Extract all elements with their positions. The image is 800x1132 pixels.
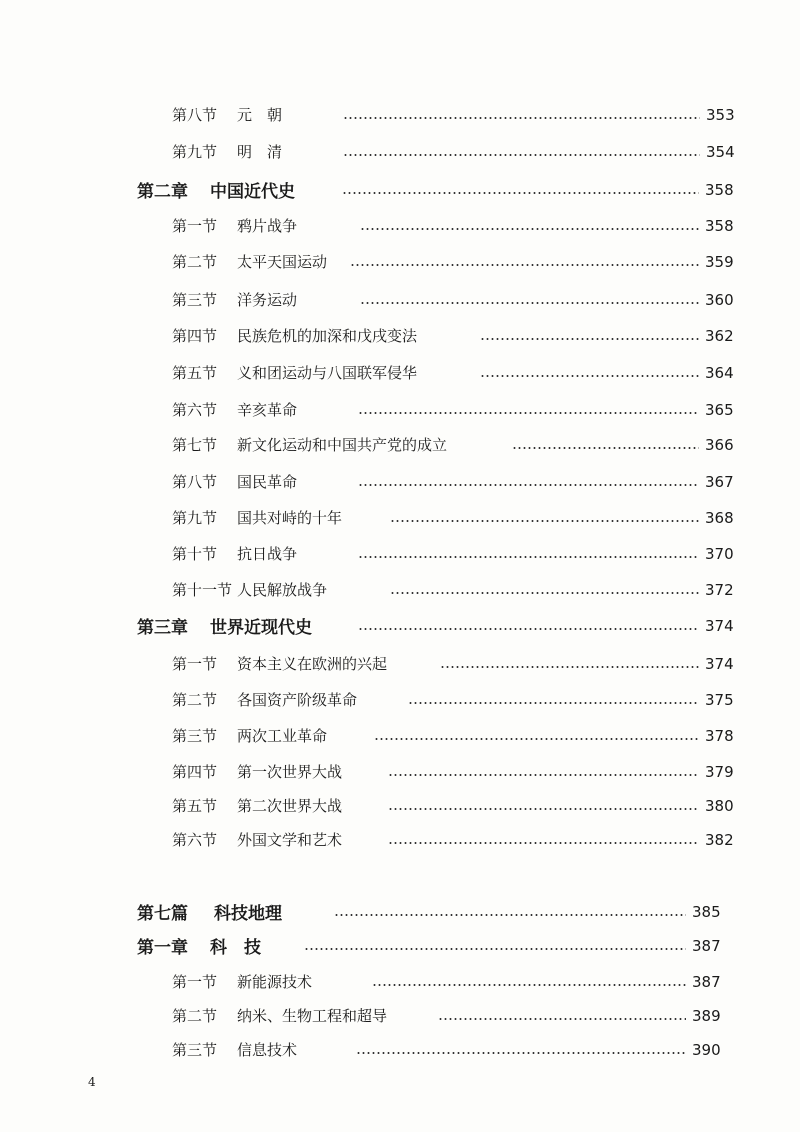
toc-entry-title: 科 技: [210, 937, 261, 958]
toc-entry-page-number: 358: [705, 181, 734, 199]
toc-entry-label: 第十节: [172, 544, 218, 563]
dot-leader: [356, 1052, 686, 1054]
toc-entry-label: 第二章: [137, 181, 188, 202]
toc-entry: [0, 321, 800, 349]
dot-leader: [343, 117, 700, 119]
toc-entry: [0, 897, 800, 925]
toc-entry-label: 第三章: [137, 617, 188, 638]
dot-leader: [440, 666, 699, 668]
toc-entry-label: 第九节: [172, 508, 218, 527]
toc-entry: [0, 467, 800, 495]
toc-entry-title: 元 朝: [237, 105, 283, 124]
dot-leader: [360, 228, 699, 230]
toc-entry-label: 第十一节: [172, 580, 233, 599]
toc-entry: [0, 100, 800, 128]
toc-entry-label: 第六节: [172, 400, 218, 419]
toc-entry-title: 国共对峙的十年: [237, 508, 343, 527]
toc-entry-label: 第八节: [172, 472, 218, 491]
toc-entry-page-number: 385: [692, 903, 721, 921]
toc-entry-page-number: 389: [692, 1007, 721, 1025]
dot-leader: [358, 412, 699, 414]
toc-entry: [0, 575, 800, 603]
toc-entry: [0, 247, 800, 275]
toc-entry-page-number: 375: [705, 691, 734, 709]
toc-entry-label: 第七节: [172, 435, 218, 454]
toc-entry-label: 第一章: [137, 937, 188, 958]
toc-entry-page-number: 374: [705, 655, 734, 673]
dot-leader: [512, 447, 699, 449]
toc-entry-page-number: 372: [705, 581, 734, 599]
dot-leader: [374, 738, 699, 740]
dot-leader: [388, 842, 699, 844]
toc-entry-page-number: 380: [705, 797, 734, 815]
toc-entry-label: 第一节: [172, 216, 218, 235]
toc-entry: [0, 649, 800, 677]
toc-entry: [0, 931, 800, 959]
toc-entry-title: 民族危机的加深和戊戌变法: [237, 326, 418, 345]
toc-entry-title: 两次工业革命: [237, 726, 328, 745]
toc-entry-title: 太平天国运动: [237, 252, 328, 271]
dot-leader: [358, 628, 699, 630]
toc-entry-title: 新文化运动和中国共产党的成立: [237, 435, 448, 454]
toc-entry-page-number: 382: [705, 831, 734, 849]
toc-entry-title: 信息技术: [237, 1040, 298, 1059]
toc-entry-title: 义和团运动与八国联军侵华: [237, 363, 418, 382]
toc-entry-page-number: 364: [705, 364, 734, 382]
toc-entry-title: 国民革命: [237, 472, 298, 491]
toc-entry: [0, 1035, 800, 1063]
toc-entry: [0, 137, 800, 165]
toc-entry-title: 鸦片战争: [237, 216, 298, 235]
toc-entry-label: 第一节: [172, 654, 218, 673]
toc-entry-label: 第七篇: [137, 903, 188, 924]
page-number-mark: 4: [88, 1075, 96, 1089]
dot-leader: [480, 375, 699, 377]
toc-entry-page-number: 370: [705, 545, 734, 563]
toc-entry-label: 第六节: [172, 830, 218, 849]
toc-entry-label: 第二节: [172, 252, 218, 271]
toc-entry-title: 世界近现代史: [210, 617, 312, 638]
toc-entry-page-number: 368: [705, 509, 734, 527]
toc-entry-label: 第五节: [172, 363, 218, 382]
toc-entry-page-number: 354: [706, 143, 735, 161]
toc-entry-title: 资本主义在欧洲的兴起: [237, 654, 388, 673]
toc-entry: [0, 285, 800, 313]
toc-entry-page-number: 366: [705, 436, 734, 454]
toc-entry-page-number: 378: [705, 727, 734, 745]
dot-leader: [343, 154, 700, 156]
toc-entry-page-number: 353: [706, 106, 735, 124]
toc-entry: [0, 430, 800, 458]
dot-leader: [350, 264, 699, 266]
dot-leader: [408, 702, 699, 704]
dot-leader: [390, 520, 699, 522]
toc-entry-page-number: 362: [705, 327, 734, 345]
dot-leader: [390, 592, 699, 594]
toc-entry-page-number: 367: [705, 473, 734, 491]
toc-entry-title: 各国资产阶级革命: [237, 690, 358, 709]
toc-entry: [0, 395, 800, 423]
dot-leader: [438, 1018, 686, 1020]
toc-entry: [0, 791, 800, 819]
toc-entry-label: 第一节: [172, 972, 218, 991]
toc-entry-label: 第四节: [172, 326, 218, 345]
toc-entry-page-number: 390: [692, 1041, 721, 1059]
toc-entry-title: 中国近代史: [210, 181, 295, 202]
toc-entry-label: 第三节: [172, 290, 218, 309]
toc-entry-page-number: 360: [705, 291, 734, 309]
dot-leader: [358, 484, 699, 486]
toc-entry-label: 第三节: [172, 1040, 218, 1059]
toc-entry: [0, 967, 800, 995]
toc-entry-label: 第九节: [172, 142, 218, 161]
toc-entry: [0, 721, 800, 749]
toc-entry-title: 新能源技术: [237, 972, 313, 991]
toc-entry-page-number: 365: [705, 401, 734, 419]
toc-entry-label: 第五节: [172, 796, 218, 815]
toc-entry: [0, 611, 800, 639]
toc-entry-title: 洋务运动: [237, 290, 298, 309]
dot-leader: [304, 948, 686, 950]
toc-entry-page-number: 379: [705, 763, 734, 781]
toc-entry-page-number: 374: [705, 617, 734, 635]
toc-entry-label: 第三节: [172, 726, 218, 745]
toc-entry-page-number: 387: [692, 937, 721, 955]
toc-entry: [0, 211, 800, 239]
toc-entry-title: 明 清: [237, 142, 283, 161]
dot-leader: [480, 338, 699, 340]
toc-entry-title: 科技地理: [214, 903, 282, 924]
toc-entry-title: 人民解放战争: [237, 580, 328, 599]
toc-entry: [0, 175, 800, 203]
toc-entry: [0, 539, 800, 567]
toc-entry-page-number: 358: [705, 217, 734, 235]
dot-leader: [372, 984, 686, 986]
toc-entry: [0, 503, 800, 531]
toc-entry-label: 第八节: [172, 105, 218, 124]
dot-leader: [358, 556, 699, 558]
toc-entry-title: 抗日战争: [237, 544, 298, 563]
toc-entry: [0, 685, 800, 713]
toc-entry: [0, 825, 800, 853]
toc-entry-title: 第一次世界大战: [237, 762, 343, 781]
toc-entry-label: 第二节: [172, 1006, 218, 1025]
dot-leader: [388, 774, 699, 776]
toc-entry: [0, 1001, 800, 1029]
toc-entry-title: 辛亥革命: [237, 400, 298, 419]
toc-entry-label: 第四节: [172, 762, 218, 781]
toc-entry-page-number: 359: [705, 253, 734, 271]
toc-entry: [0, 757, 800, 785]
toc-entry-title: 外国文学和艺术: [237, 830, 343, 849]
toc-entry-label: 第二节: [172, 690, 218, 709]
toc-entry-page-number: 387: [692, 973, 721, 991]
dot-leader: [342, 192, 699, 194]
dot-leader: [360, 302, 699, 304]
dot-leader: [334, 914, 686, 916]
dot-leader: [388, 808, 699, 810]
toc-entry-title: 纳米、生物工程和超导: [237, 1006, 388, 1025]
toc-entry-title: 第二次世界大战: [237, 796, 343, 815]
toc-entry: [0, 358, 800, 386]
